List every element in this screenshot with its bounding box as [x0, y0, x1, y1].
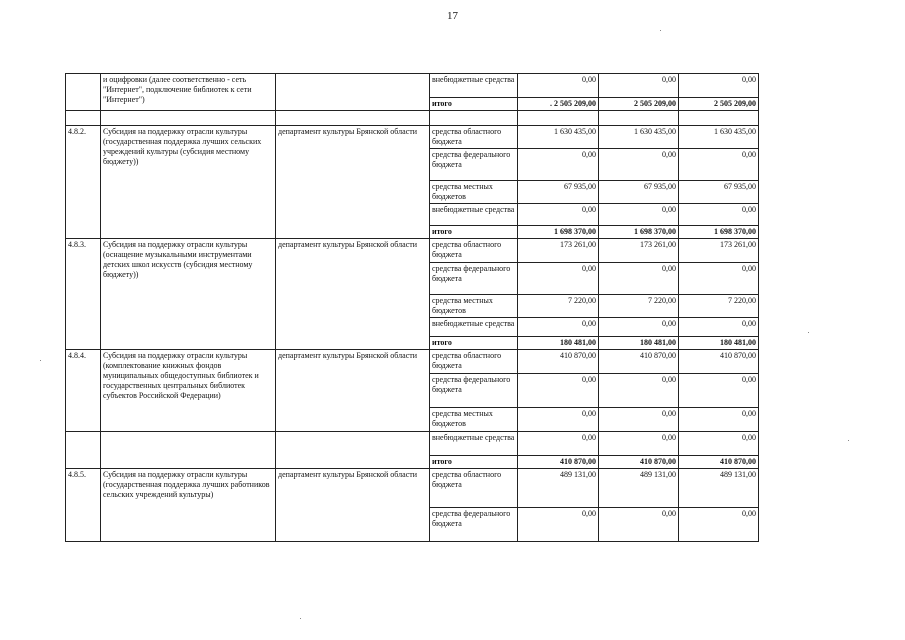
value-3: 0,00 — [679, 204, 759, 226]
scan-speck — [300, 618, 301, 619]
scan-speck — [660, 30, 661, 31]
value-1: 7 220,00 — [518, 295, 599, 318]
budget-table — [65, 73, 759, 542]
value-2: 0,00 — [599, 508, 679, 542]
funding-source: итого — [430, 337, 518, 350]
value-2: 0,00 — [599, 374, 679, 408]
item-number: 4.8.2. — [66, 126, 101, 239]
funding-source: внебюджетные средства — [430, 204, 518, 226]
value-1: . 2 505 209,00 — [518, 98, 599, 111]
value-1: 0,00 — [518, 408, 599, 432]
value-3: 1 630 435,00 — [679, 126, 759, 149]
value-1: 67 935,00 — [518, 181, 599, 204]
value-2: 0,00 — [599, 318, 679, 337]
value-1: 180 481,00 — [518, 337, 599, 350]
item-executor: департамент культуры Брянской области — [276, 239, 430, 350]
scan-speck — [808, 332, 809, 333]
value-2: 0,00 — [599, 74, 679, 98]
item-number: 4.8.3. — [66, 239, 101, 350]
value-2: 0,00 — [599, 204, 679, 226]
item-number — [66, 74, 101, 111]
funding-source: средства федерального бюджета — [430, 149, 518, 181]
value-2: 0,00 — [599, 408, 679, 432]
funding-source: итого — [430, 456, 518, 469]
funding-source: средства областного бюджета — [430, 239, 518, 263]
value-2: 2 505 209,00 — [599, 98, 679, 111]
table-row — [66, 126, 759, 149]
value-2: 180 481,00 — [599, 337, 679, 350]
value-2: 67 935,00 — [599, 181, 679, 204]
value-3: 0,00 — [679, 374, 759, 408]
value-2: 0,00 — [599, 432, 679, 456]
value-2: 0,00 — [599, 149, 679, 181]
item-name: Субсидия на поддержку отрасли культуры (государственная поддержка лучших работников сельских учреждений культуры) — [101, 469, 276, 542]
funding-source: средства местных бюджетов — [430, 181, 518, 204]
funding-source: средства федерального бюджета — [430, 508, 518, 542]
value-1: 0,00 — [518, 432, 599, 456]
value-1: 1 630 435,00 — [518, 126, 599, 149]
page-number: 17 — [447, 10, 458, 22]
value-3: 173 261,00 — [679, 239, 759, 263]
value-3: 0,00 — [679, 432, 759, 456]
value-1: 0,00 — [518, 204, 599, 226]
item-executor: департамент культуры Брянской области — [276, 350, 430, 432]
value-3: 0,00 — [679, 408, 759, 432]
value-1: 0,00 — [518, 149, 599, 181]
value-3: 0,00 — [679, 149, 759, 181]
funding-source: средства областного бюджета — [430, 126, 518, 149]
table-row — [66, 239, 759, 263]
value-3: 180 481,00 — [679, 337, 759, 350]
value-1: 0,00 — [518, 508, 599, 542]
value-3: 67 935,00 — [679, 181, 759, 204]
item-executor — [276, 74, 430, 111]
funding-source: средства областного бюджета — [430, 469, 518, 508]
value-3: 0,00 — [679, 263, 759, 295]
funding-source: средства местных бюджетов — [430, 408, 518, 432]
value-1: 410 870,00 — [518, 456, 599, 469]
value-2: 0,00 — [599, 263, 679, 295]
value-3: 489 131,00 — [679, 469, 759, 508]
funding-source: средства областного бюджета — [430, 350, 518, 374]
funding-source: итого — [430, 98, 518, 111]
value-1: 0,00 — [518, 374, 599, 408]
value-3: 0,00 — [679, 318, 759, 337]
table-row — [66, 74, 759, 98]
table-row — [66, 432, 759, 456]
scan-speck — [848, 440, 849, 441]
value-2: 1 698 370,00 — [599, 226, 679, 239]
value-2: 1 630 435,00 — [599, 126, 679, 149]
funding-source: внебюджетные средства — [430, 318, 518, 337]
value-1: 0,00 — [518, 263, 599, 295]
value-3: 410 870,00 — [679, 350, 759, 374]
funding-source: средства федерального бюджета — [430, 374, 518, 408]
funding-source: средства федерального бюджета — [430, 263, 518, 295]
value-2: 489 131,00 — [599, 469, 679, 508]
item-name: Субсидия на поддержку отрасли культуры (государственная поддержка лучших сельских учреждений культуры (субсидия местному бюджету)) — [101, 126, 276, 239]
funding-source: средства местных бюджетов — [430, 295, 518, 318]
value-3: 2 505 209,00 — [679, 98, 759, 111]
item-number: 4.8.5. — [66, 469, 101, 542]
funding-source: итого — [430, 226, 518, 239]
item-number: 4.8.4. — [66, 350, 101, 432]
value-1: 0,00 — [518, 74, 599, 98]
item-name: Субсидия на поддержку отрасли культуры (оснащение музыкальными инструментами детских школ искусств (субсидия местному бюджету)) — [101, 239, 276, 350]
value-1: 1 698 370,00 — [518, 226, 599, 239]
value-1: 410 870,00 — [518, 350, 599, 374]
value-3: 0,00 — [679, 508, 759, 542]
table-row — [66, 350, 759, 374]
value-1: 489 131,00 — [518, 469, 599, 508]
value-2: 410 870,00 — [599, 350, 679, 374]
table-gap-row — [66, 111, 759, 126]
scan-speck — [40, 360, 41, 361]
item-name: и оцифровки (далее соответственно - сеть "Интернет", подключение библиотек к сети "Интернет") — [101, 74, 276, 111]
value-1: 173 261,00 — [518, 239, 599, 263]
value-3: 1 698 370,00 — [679, 226, 759, 239]
value-3: 0,00 — [679, 74, 759, 98]
item-name: Субсидия на поддержку отрасли культуры (комплектование книжных фондов муниципальных общедоступных библиотек и государственных центральных библиотек субъектов Российской Федерации) — [101, 350, 276, 432]
item-executor: департамент культуры Брянской области — [276, 126, 430, 239]
value-3: 410 870,00 — [679, 456, 759, 469]
value-2: 7 220,00 — [599, 295, 679, 318]
value-2: 173 261,00 — [599, 239, 679, 263]
value-1: 0,00 — [518, 318, 599, 337]
item-executor: департамент культуры Брянской области — [276, 469, 430, 542]
funding-source: внебюджетные средства — [430, 74, 518, 98]
table-row — [66, 469, 759, 508]
value-2: 410 870,00 — [599, 456, 679, 469]
value-3: 7 220,00 — [679, 295, 759, 318]
funding-source: внебюджетные средства — [430, 432, 518, 456]
